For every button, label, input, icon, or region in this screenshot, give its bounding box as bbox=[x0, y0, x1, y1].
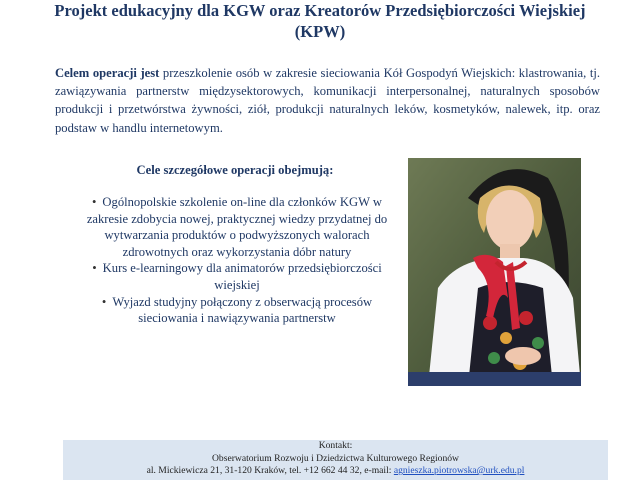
bullet-icon: • bbox=[92, 261, 97, 276]
contact-address-line bbox=[63, 465, 608, 478]
bullet-icon: • bbox=[101, 294, 107, 309]
list-item bbox=[72, 260, 402, 293]
contact-org: Obserwatorium Rozwoju i Dziedzictwa Kulturowego Regionów bbox=[212, 452, 459, 464]
list-item bbox=[72, 294, 402, 327]
goal-text: Ogólnopolskie szkolenie on-line dla członków KGW w zakresie zdobycia nowej, praktycznej wiedzy przydatnej do wytwarzania produktów o podwyższonych walorach zdrowotnych oraz wykorzystania dóbr natury bbox=[86, 195, 388, 259]
contact-address: al. Mickiewicza 21, 31-120 Kraków, tel. +12 662 44 32, e-mail: bbox=[146, 465, 394, 477]
goals-list bbox=[72, 194, 402, 327]
goal-text: Wyjazd studyjny połączony z obserwacją procesów sieciowania i nawiązywania partnerstw bbox=[112, 294, 373, 326]
intro-paragraph bbox=[55, 64, 600, 137]
bullet-icon: • bbox=[92, 195, 97, 209]
intro-text: przeszkolenie osób w zakresie sieciowania Kół Gospodyń Wiejskich: klastrowania, tj. zawiązywania partnerstw międzysektorowych, komunikacji interpersonalnej, naturalnych sposobów produkcji i przetwórstwa żywności, ziół, produkcji naturalnych leków, kosmetyków, nalewek, itp. oraz podstaw w handlu internetowym. bbox=[55, 66, 600, 135]
photo-illustration bbox=[408, 158, 581, 386]
folk-costume-photo bbox=[408, 158, 581, 386]
page-title: Projekt edukacyjny dla KGW oraz Kreatorów Przedsiębiorczości Wiejskiej (KPW) bbox=[54, 1, 586, 41]
list-item bbox=[72, 194, 402, 260]
goal-text: Kurs e-learningowy dla animatorów przedsiębiorczości wiejskiej bbox=[102, 261, 382, 292]
contact-email-link[interactable]: agnieszka.piotrowska@urk.edu.pl bbox=[393, 465, 525, 477]
intro-lead: Celem operacji jest bbox=[55, 66, 160, 80]
goals-heading: Cele szczegółowe operacji obejmują: bbox=[136, 163, 334, 177]
contact-footer bbox=[63, 440, 608, 480]
contact-label: Kontakt: bbox=[318, 440, 353, 451]
